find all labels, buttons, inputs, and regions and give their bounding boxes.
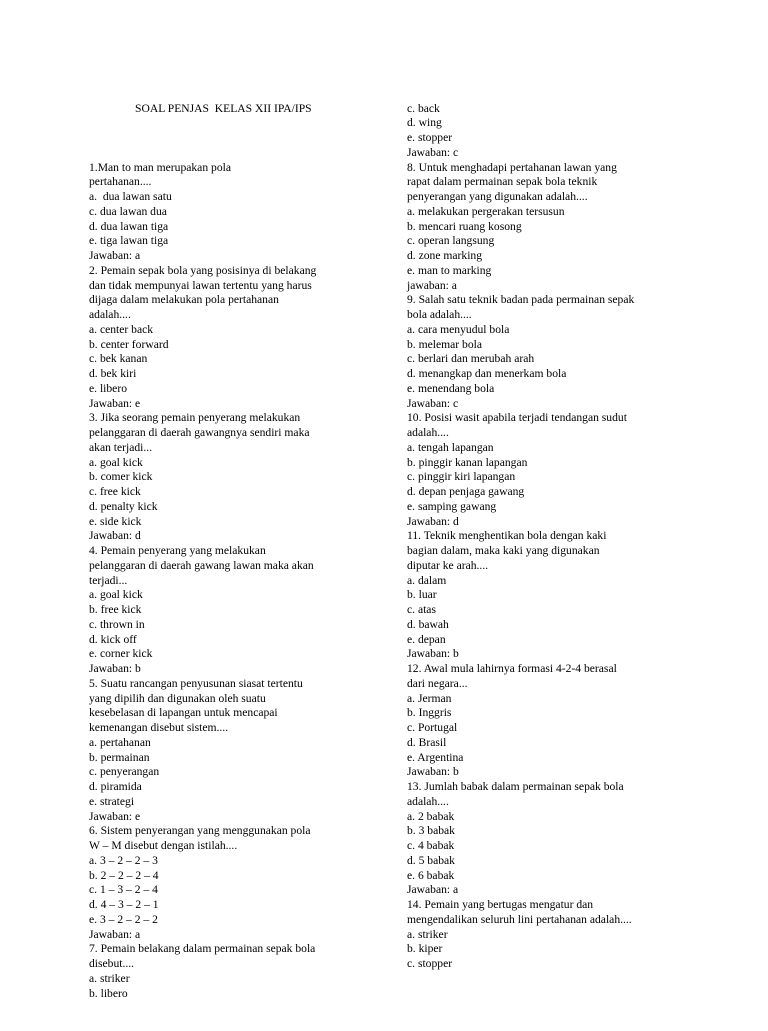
text-line: d. wing [407,116,442,130]
text-line: a. dalam [407,573,447,587]
text-line: Jawaban: d [89,529,141,543]
text-line: b. mencari ruang kosong [407,219,522,233]
text-line: c. dua lawan dua [89,204,167,218]
text-line: c. 1 – 3 – 2 – 4 [89,883,158,897]
text-line: Jawaban: e [89,809,141,823]
document-title: SOAL PENJAS KELAS XII IPA/IPS [135,101,312,115]
text-line: d. Brasil [407,735,447,749]
text-line: kemenangan disebut sistem.... [89,721,229,734]
text-line: b. center forward [89,337,169,351]
text-line: pelanggaran di daerah gawang lawan maka akan [89,558,314,572]
text-line: c. operan langsung [407,234,495,248]
text-line: a. center back [89,322,154,336]
text-line: c. free kick [89,485,141,498]
text-line: d. zone marking [407,249,483,262]
text-line: dari negara... [407,676,468,690]
text-line: c. bek kanan [89,352,148,366]
text-line: 7. Pemain belakang dalam permainan sepak bola [89,942,316,956]
text-line: yang dipilih dan digunakan oleh suatu [89,691,266,705]
text-line: a. cara menyudul bola [407,322,510,336]
text-line: d. penalty kick [89,499,158,513]
text-line: b. kiper [407,942,443,956]
right-column-lines [407,102,727,972]
text-line: bola adalah.... [407,308,472,321]
text-line: e. samping gawang [407,499,497,513]
text-line: d. 4 – 3 – 2 – 1 [89,898,159,911]
text-line: e. stopper [407,131,453,144]
text-line: Jawaban: b [407,765,459,779]
text-line: diputar ke arah.... [407,558,489,572]
text-line: e. 6 babak [407,868,455,882]
text-line: 6. Sistem penyerangan yang menggunakan pola [89,824,311,838]
left-column [89,72,389,1031]
text-line: c. berlari dan merubah arah [407,352,535,366]
text-line: b. libero [89,986,128,1000]
text-line: c. Portugal [407,721,458,734]
text-line: b. pinggir kanan lapangan [407,455,528,469]
text-line: c. thrown in [89,617,145,631]
text-line: 11. Teknik menghentikan bola dengan kaki [407,529,607,543]
text-line: d. menangkap dan menerkam bola [407,367,567,380]
text-line: W – M disebut dengan istilah.... [89,839,238,852]
text-line: 9. Salah satu teknik badan pada permainan sepak [407,293,635,307]
text-line: e. corner kick [89,647,153,661]
text-line: Jawaban: a [407,883,459,897]
text-line: 5. Suatu rancangan penyusunan siasat tertentu [89,676,303,690]
text-line: e. man to marking [407,263,492,277]
text-line: e. 3 – 2 – 2 – 2 [89,912,158,926]
text-line: Jawaban: b [407,647,459,661]
text-line: 4. Pemain penyerang yang melakukan [89,544,266,557]
text-line: c. penyerangan [89,765,160,779]
text-line: c. 4 babak [407,839,455,852]
text-line: a. 2 babak [407,809,455,823]
text-line: a. dua lawan satu [89,190,172,203]
text-line: disebut.... [89,957,135,970]
text-line: a. 3 – 2 – 2 – 3 [89,853,158,867]
text-line: d. bawah [407,617,449,631]
text-line: c. back [407,101,440,115]
text-line: Jawaban: c [407,396,459,410]
text-line: d. piramida [89,780,142,793]
text-line: pertahanan.... [89,175,152,189]
text-line: e. libero [89,381,127,395]
text-line: b. comer kick [89,470,153,484]
text-line: e. tiga lawan tiga [89,234,169,248]
text-line: a. goal kick [89,588,143,602]
text-line: a. tengah lapangan [407,440,494,454]
text-line: d. dua lawan tiga [89,219,169,233]
text-line: 14. Pemain yang bertugas mengatur dan [407,898,594,911]
text-line: a. goal kick [89,455,143,469]
text-line: b. luar [407,588,437,602]
text-line: b. permainan [89,750,150,764]
text-line: b. Inggris [407,706,452,720]
text-line: d. depan penjaga gawang [407,485,525,498]
text-line: adalah.... [89,308,131,321]
text-line: d. bek kiri [89,367,137,380]
text-line: b. melemar bola [407,337,483,351]
text-line: 13. Jumlah babak dalam permainan sepak bola [407,780,624,793]
text-line: Jawaban: c [407,145,459,159]
text-line: bagian dalam, maka kaki yang digunakan [407,544,600,557]
text-line: a. striker [407,927,448,941]
right-column [407,72,727,1001]
text-line: e. strategi [89,794,135,808]
text-line: akan terjadi... [89,440,153,454]
text-line: e. Argentina [407,750,464,764]
text-line: 2. Pemain sepak bola yang posisinya di belakang [89,263,317,277]
text-line: 8. Untuk menghadapi pertahanan lawan yang [407,160,617,174]
text-line [89,146,389,161]
text-line: rapat dalam permainan sepak bola teknik [407,175,598,189]
text-line: 1.Man to man merupakan pola [89,160,231,174]
text-line: a. Jerman [407,691,452,705]
text-line: 3. Jika seorang pemain penyerang melakukan [89,411,301,425]
text-line: c. pinggir kiri lapangan [407,470,516,484]
text-line: 10. Posisi wasit apabila terjadi tendangan sudut [407,411,627,425]
text-line: adalah.... [407,426,449,439]
text-line: d. 5 babak [407,853,455,867]
text-line: Jawaban: a [89,249,141,262]
text-line: b. free kick [89,603,142,616]
text-line: b. 2 – 2 – 2 – 4 [89,868,159,882]
text-line: kesebelasan di lapangan untuk mencapai [89,706,278,720]
text-line: Jawaban: e [89,396,141,410]
text-line: e. side kick [89,514,142,528]
text-line: e. menendang bola [407,381,495,395]
text-line: mengendalikan seluruh lini pertahanan adalah.... [407,912,632,926]
text-line: terjadi... [89,573,128,587]
text-line: dijaga dalam melakukan pola pertahanan [89,293,279,307]
text-line: a. striker [89,971,130,985]
text-line: Jawaban: a [89,927,141,941]
text-line: b. 3 babak [407,824,455,838]
text-line: pelanggaran di daerah gawangnya sendiri maka [89,426,310,439]
text-line: a. pertahanan [89,735,151,749]
text-line: a. melakukan pergerakan tersusun [407,204,565,218]
text-line: adalah.... [407,794,449,808]
text-line: e. depan [407,632,446,646]
text-line: c. stopper [407,957,453,970]
text-line: d. kick off [89,632,137,646]
text-line: c. atas [407,603,436,616]
left-column-lines [89,146,389,1002]
text-line: Jawaban: d [407,514,459,528]
text-line: Jawaban: b [89,662,141,675]
text-line: jawaban: a [407,278,457,292]
text-line: 12. Awal mula lahirnya formasi 4-2-4 berasal [407,662,617,675]
text-line: dan tidak mempunyai lawan tertentu yang harus [89,278,312,292]
text-line: penyerangan yang digunakan adalah.... [407,190,588,203]
